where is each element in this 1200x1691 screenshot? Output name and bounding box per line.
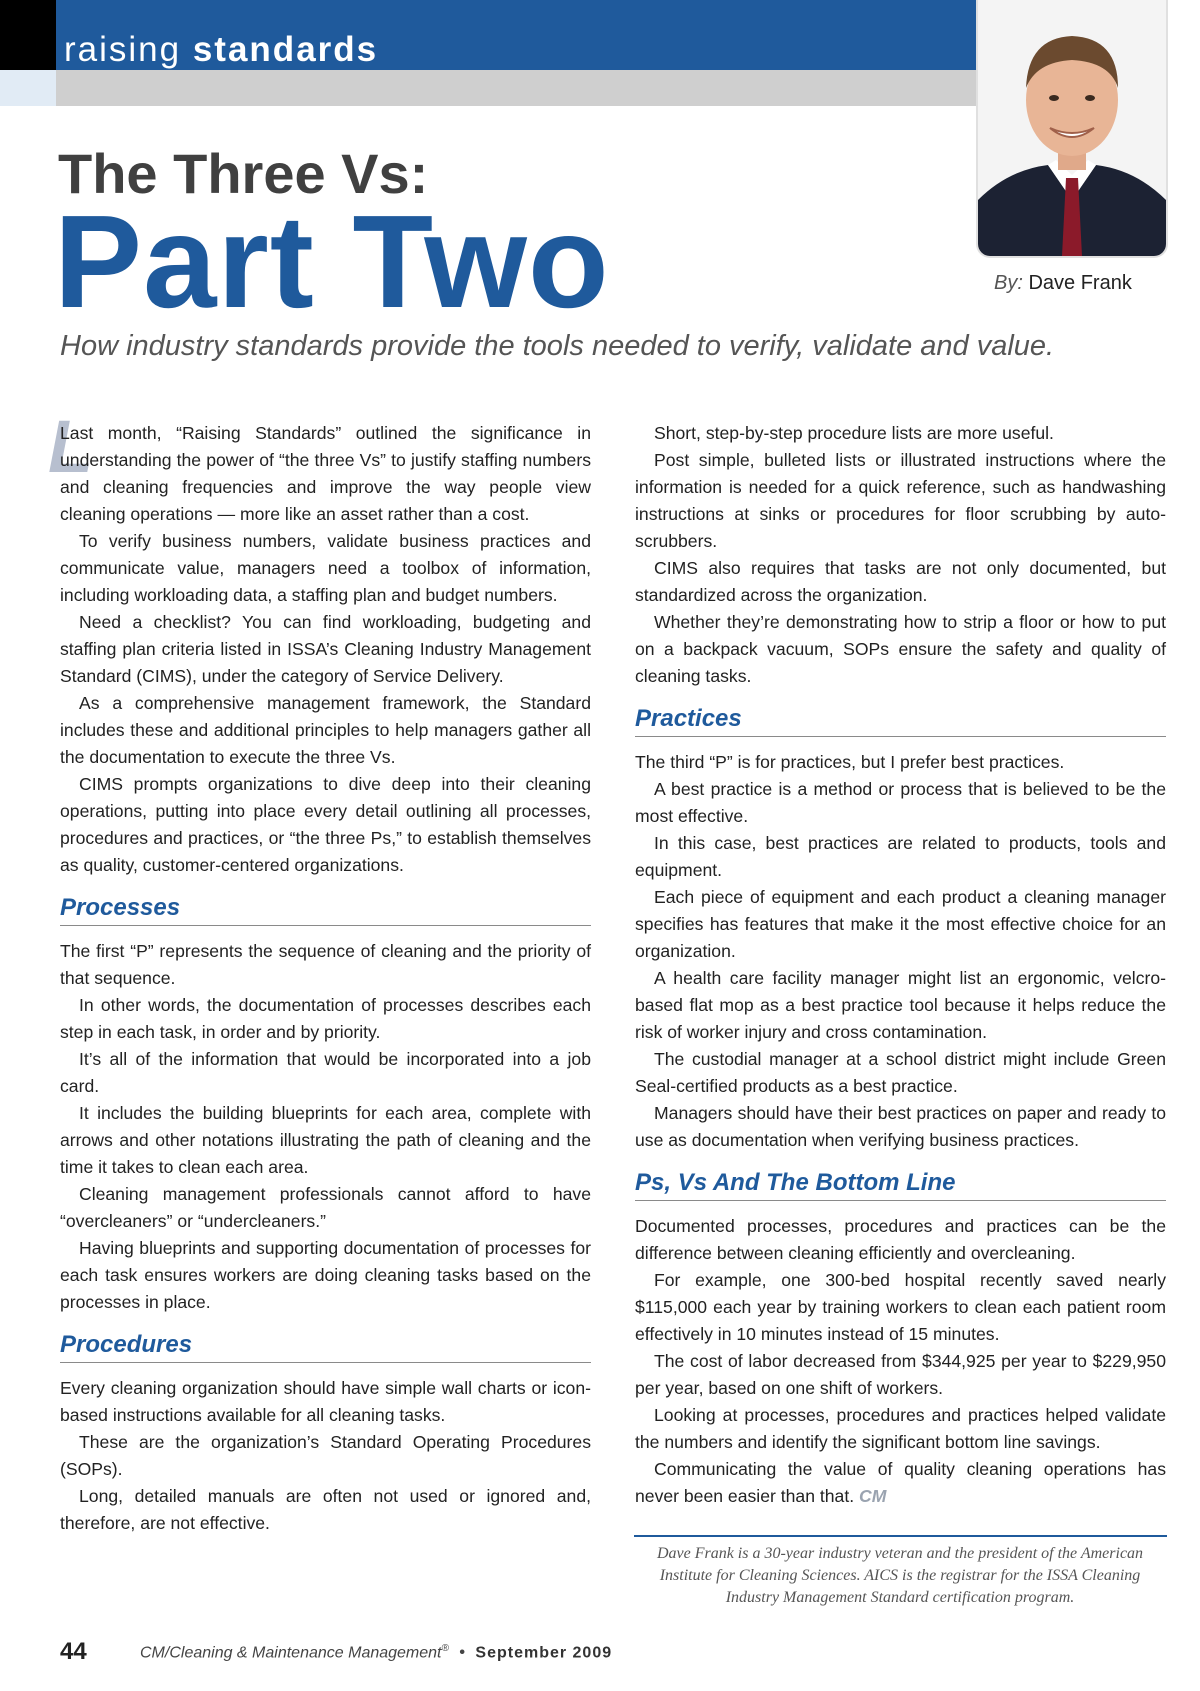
heading-practices: Practices [635,704,1166,737]
footer-publication [140,1643,612,1662]
paragraph: Short, step-by-step procedure lists are more useful. [654,423,1054,443]
paragraph: Post simple, bulleted lists or illustrated instructions where the information is needed for a quick reference, such as handwashing instructions at sinks or procedures for floor scrubbing by auto-scrubbers. [635,450,1166,551]
drop-cap: L [48,405,94,488]
byline-prefix: By: [994,272,1023,294]
paragraph: Having blueprints and supporting documentation of processes for each task ensures workers are doing cleaning tasks based on the processes in place. [60,1238,591,1312]
publication-name: CM/Cleaning & Maintenance Management [140,1644,442,1662]
paragraph: CIMS also requires that tasks are not only documented, but standardized across the organization. [635,558,1166,605]
header-light-block [0,70,56,106]
paragraph: Looking at processes, procedures and practices helped validate the numbers and identify the significant bottom line savings. [635,1405,1166,1452]
paragraph: As a comprehensive management framework, the Standard includes these and additional principles to help managers gather all the documentation to execute the three Vs. [60,693,591,767]
byline-author: Dave Frank [1028,272,1132,294]
paragraph: A best practice is a method or process that is believed to be the most effective. [635,779,1166,826]
bio-divider [634,1535,1167,1537]
registered-mark: ® [441,1643,449,1654]
page-number: 44 [60,1638,87,1665]
title-main: Part Two [54,188,610,335]
section-name-thin: raising [64,30,182,69]
paragraph: For example, one 300-bed hospital recently saved nearly $115,000 each year by training workers to clean each patient room effectively in 10 minutes instead of 15 minutes. [635,1270,1166,1344]
paragraph: In other words, the documentation of processes describes each step in each task, in order and by priority. [60,995,591,1042]
paragraph-last-text: Communicating the value of quality cleaning operations has never been easier than that. [635,1459,1166,1506]
title-top: The Three Vs: [58,142,429,205]
paragraph: To verify business numbers, validate business practices and communicate value, managers need a toolbox of information, including workloading data, a staffing plan and budget numbers. [60,531,591,605]
paragraph: Whether they’re demonstrating how to strip a floor or how to put on a backpack vacuum, SOPs ensure the safety and quality of cleaning tasks. [635,612,1166,686]
paragraph: Documented processes, procedures and practices can be the difference between cleaning efficiently and overcleaning. [635,1216,1166,1263]
subtitle: How industry standards provide the tools needed to verify, validate and value. [60,330,1055,362]
paragraph: Managers should have their best practices on paper and ready to use as documentation when verifying business practices. [635,1103,1166,1150]
paragraph: It’s all of the information that would be incorporated into a job card. [60,1049,591,1096]
paragraph: Long, detailed manuals are often not used or ignored and, therefore, are not effective. [60,1486,591,1533]
paragraph: In this case, best practices are related to products, tools and equipment. [635,833,1166,880]
paragraph: The custodial manager at a school district might include Green Seal-certified products as a best practice. [635,1049,1166,1096]
column-right [635,420,1166,1510]
section-name [64,32,378,68]
footer-separator: • [459,1644,465,1662]
paragraph-last [635,1456,1166,1510]
end-mark: CM [859,1486,887,1506]
paragraph: Need a checklist? You can find workloading, budgeting and staffing plan criteria listed in ISSA’s Cleaning Industry Management Standard (CIMS), under the category of Service Delivery. [60,612,591,686]
heading-procedures: Procedures [60,1330,591,1363]
paragraph: The cost of labor decreased from $344,925 per year to $229,950 per year, based on one shift of workers. [635,1351,1166,1398]
paragraph: A health care facility manager might list an ergonomic, velcro-based flat mop as a best practice tool because it helps reduce the risk of worker injury and cross contamination. [635,968,1166,1042]
paragraph: The first “P” represents the sequence of cleaning and the priority of that sequence. [60,941,591,988]
section-name-bold: standards [192,30,379,69]
column-left [60,420,591,1537]
author-bio: Dave Frank is a 30-year industry veteran and the president of the American Institute for Cleaning Sciences. AICS is the registrar for the ISSA Cleaning Industry Management Standard certification program. [656,1545,1144,1606]
byline [994,272,1132,295]
paragraph: Every cleaning organization should have simple wall charts or icon-based instructions available for all cleaning tasks. [60,1378,591,1425]
heading-bottom-line: Ps, Vs And The Bottom Line [635,1168,1166,1201]
author-photo [978,0,1166,256]
paragraph: Each piece of equipment and each product a cleaning manager specifies has features that make it the most effective choice for an organization. [635,887,1166,961]
paragraph: CIMS prompts organizations to dive deep into their cleaning operations, putting into place every detail outlining all processes, procedures and practices, or “the three Ps,” to establish themselves as quality, customer-centered organizations. [60,774,591,875]
paragraph: It includes the building blueprints for each area, complete with arrows and other notations illustrating the path of cleaning and the time it takes to clean each area. [60,1103,591,1177]
paragraph: These are the organization’s Standard Operating Procedures (SOPs). [60,1432,591,1479]
heading-processes: Processes [60,893,591,926]
issue-date: September 2009 [475,1644,613,1662]
header-black-block [0,0,56,70]
paragraph: Last month, “Raising Standards” outlined the significance in understanding the power of “the three Vs” to justify staffing numbers and cleaning frequencies and improve the way people view cleaning operations — more like an asset rather than a cost. [60,423,591,524]
paragraph: Cleaning management professionals cannot afford to have “overcleaners” or “undercleaners.” [60,1184,591,1231]
paragraph: The third “P” is for practices, but I prefer best practices. [635,752,1065,772]
